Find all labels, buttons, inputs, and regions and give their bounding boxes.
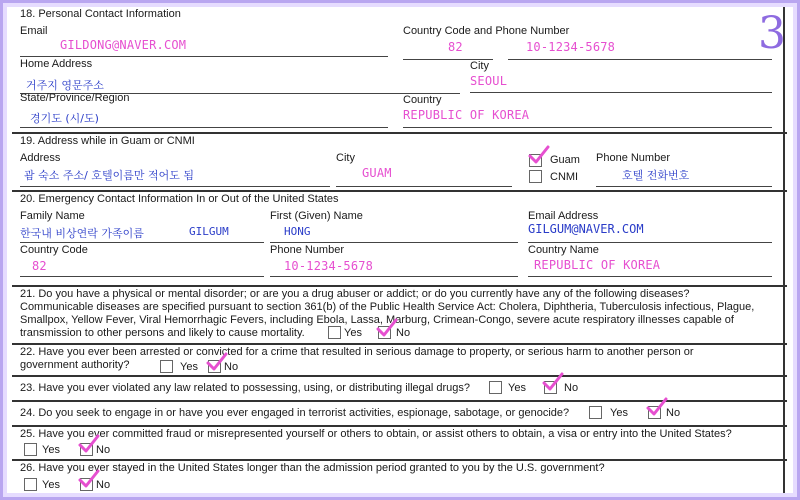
- q23-text: 23. Have you ever violated any law related to possessing, using, or distributing illegal drugs?: [20, 382, 471, 394]
- q22-yes-label: Yes: [180, 361, 198, 373]
- cnmi-option-label: CNMI: [550, 171, 579, 183]
- form-right-border: [783, 4, 785, 496]
- q22-line-2: government authority?: [20, 359, 130, 371]
- q25-yes-checkbox[interactable]: [24, 443, 37, 456]
- guam-address-underline: [20, 186, 330, 187]
- q24-no-label: No: [666, 407, 681, 419]
- phone-field[interactable]: 10-1234-5678: [526, 40, 616, 54]
- country-code-field[interactable]: 82: [448, 40, 463, 54]
- check-mark-icon: [528, 145, 550, 165]
- city-label: City: [470, 60, 489, 72]
- state-underline: [20, 127, 388, 128]
- q21-line-4: transmission to other persons and likely to cause mortality.: [20, 327, 305, 339]
- guam-city-label: City: [336, 152, 355, 164]
- state-label: State/Province/Region: [20, 92, 130, 104]
- email-label: Email: [20, 25, 48, 37]
- email-field[interactable]: GILDONG@NAVER.COM: [60, 38, 187, 52]
- q24-text: 24. Do you seek to engage in or have you ever engaged in terrorist activities, espionage, sabotage, or genocide?: [20, 407, 570, 419]
- q26-yes-checkbox[interactable]: [24, 478, 37, 491]
- country-label: Country: [403, 94, 442, 106]
- q23-yes-label: Yes: [508, 382, 526, 394]
- country-field[interactable]: REPUBLIC OF KOREA: [403, 108, 530, 122]
- q22-line-1: 22. Have you ever been arrested or convicted for a crime that resulted in serious damage to property, or serious harm to another person or: [20, 346, 694, 358]
- first-name-underline: [270, 242, 518, 243]
- divider: [12, 285, 787, 287]
- guam-city-field[interactable]: GUAM: [362, 166, 392, 180]
- guam-address-label: Address: [20, 152, 61, 164]
- country-underline: [403, 127, 772, 128]
- city-underline: [470, 92, 772, 93]
- guam-phone-underline: [596, 186, 772, 187]
- q24-yes-checkbox[interactable]: [589, 406, 602, 419]
- q26-no-label: No: [96, 479, 111, 491]
- family-name-underline: [20, 242, 264, 243]
- emergency-country-code-field[interactable]: 82: [32, 259, 47, 273]
- section18-title: 18. Personal Contact Information: [20, 8, 181, 20]
- q25-no-label: No: [96, 444, 111, 456]
- divider: [12, 343, 787, 345]
- emergency-phone-field[interactable]: 10-1234-5678: [284, 259, 374, 273]
- q21-yes-checkbox[interactable]: [328, 326, 341, 339]
- q21-line-2: Communicable diseases are specified pursuant to section 361(b) of the Public Health Service Act: Cholera, Diphtheria, Tuberculosis infectious, Plague,: [20, 301, 755, 313]
- divider: [12, 190, 787, 192]
- section19-title: 19. Address while in Guam or CNMI: [20, 135, 195, 147]
- q26-text: 26. Have you ever stayed in the United States longer than the admission period granted to you by the U.S. government?: [20, 462, 605, 474]
- divider: [12, 459, 787, 461]
- home-address-label: Home Address: [20, 58, 93, 70]
- section20-title: 20. Emergency Contact Information In or Out of the United States: [20, 193, 339, 205]
- first-name-label: First (Given) Name: [270, 210, 363, 222]
- q26-yes-label: Yes: [42, 479, 60, 491]
- country-name-label: Country Name: [528, 244, 599, 256]
- q22-yes-checkbox[interactable]: [160, 360, 173, 373]
- home-address-field[interactable]: 거주지 영문주소: [26, 79, 104, 92]
- divider: [12, 400, 787, 402]
- q23-no-label: No: [564, 382, 579, 394]
- q21-yes-label: Yes: [344, 327, 362, 339]
- guam-option-label: Guam: [550, 154, 580, 166]
- q22-no-label: No: [224, 361, 239, 373]
- emergency-phone-underline: [270, 276, 518, 277]
- divider: [12, 132, 787, 134]
- q21-line-3: Smallpox, Yellow Fever, Viral Hemorrhagic Fevers, including Ebola, Lassa, Marburg, Crimean-Congo, severe acute respiratory illnesses capable of: [20, 314, 734, 326]
- check-mark-icon: [646, 397, 668, 417]
- divider: [12, 375, 787, 377]
- guam-address-field[interactable]: 괌 숙소 주소/ 호텔이름만 적어도 됨: [24, 169, 194, 182]
- country-name-underline: [528, 276, 772, 277]
- page-number: 3: [758, 8, 786, 59]
- guam-city-underline: [336, 186, 512, 187]
- q25-text: 25. Have you ever committed fraud or misrepresented yourself or others to obtain, or assist others to obtain, a visa or entry into the United States?: [20, 428, 732, 440]
- phone-underline: [508, 59, 772, 60]
- q21-no-label: No: [396, 327, 411, 339]
- emergency-email-field[interactable]: GILGUM@NAVER.COM: [528, 222, 644, 236]
- check-mark-icon: [542, 372, 564, 392]
- emergency-email-label: Email Address: [528, 210, 599, 222]
- family-name-field-2[interactable]: GILGUM: [189, 225, 229, 238]
- q21-line-1: 21. Do you have a physical or mental disorder; or are you a drug abuser or addict; or do you currently have any of the following diseases?: [20, 288, 690, 300]
- family-name-field[interactable]: 한국내 비상연락 가족이름: [20, 227, 144, 240]
- divider: [12, 425, 787, 427]
- esta-form-page: [12, 4, 787, 496]
- first-name-field[interactable]: HONG: [284, 225, 311, 238]
- family-name-label: Family Name: [20, 210, 85, 222]
- emergency-phone-label: Phone Number: [270, 244, 344, 256]
- q24-yes-label: Yes: [610, 407, 628, 419]
- q25-yes-label: Yes: [42, 444, 60, 456]
- check-mark-icon: [376, 318, 398, 338]
- guam-phone-label: Phone Number: [596, 152, 670, 164]
- cnmi-checkbox[interactable]: [529, 170, 542, 183]
- emergency-country-code-label: Country Code: [20, 244, 88, 256]
- email-underline: [20, 56, 388, 57]
- country-name-field[interactable]: REPUBLIC OF KOREA: [534, 258, 661, 272]
- guam-phone-field[interactable]: 호텔 전화번호: [622, 169, 690, 182]
- emergency-country-code-underline: [20, 276, 264, 277]
- state-field[interactable]: 경기도 (시/도): [30, 112, 99, 125]
- emergency-email-underline: [528, 242, 772, 243]
- phone-label: Country Code and Phone Number: [403, 25, 570, 37]
- city-field[interactable]: SEOUL: [470, 74, 508, 88]
- q23-yes-checkbox[interactable]: [489, 381, 502, 394]
